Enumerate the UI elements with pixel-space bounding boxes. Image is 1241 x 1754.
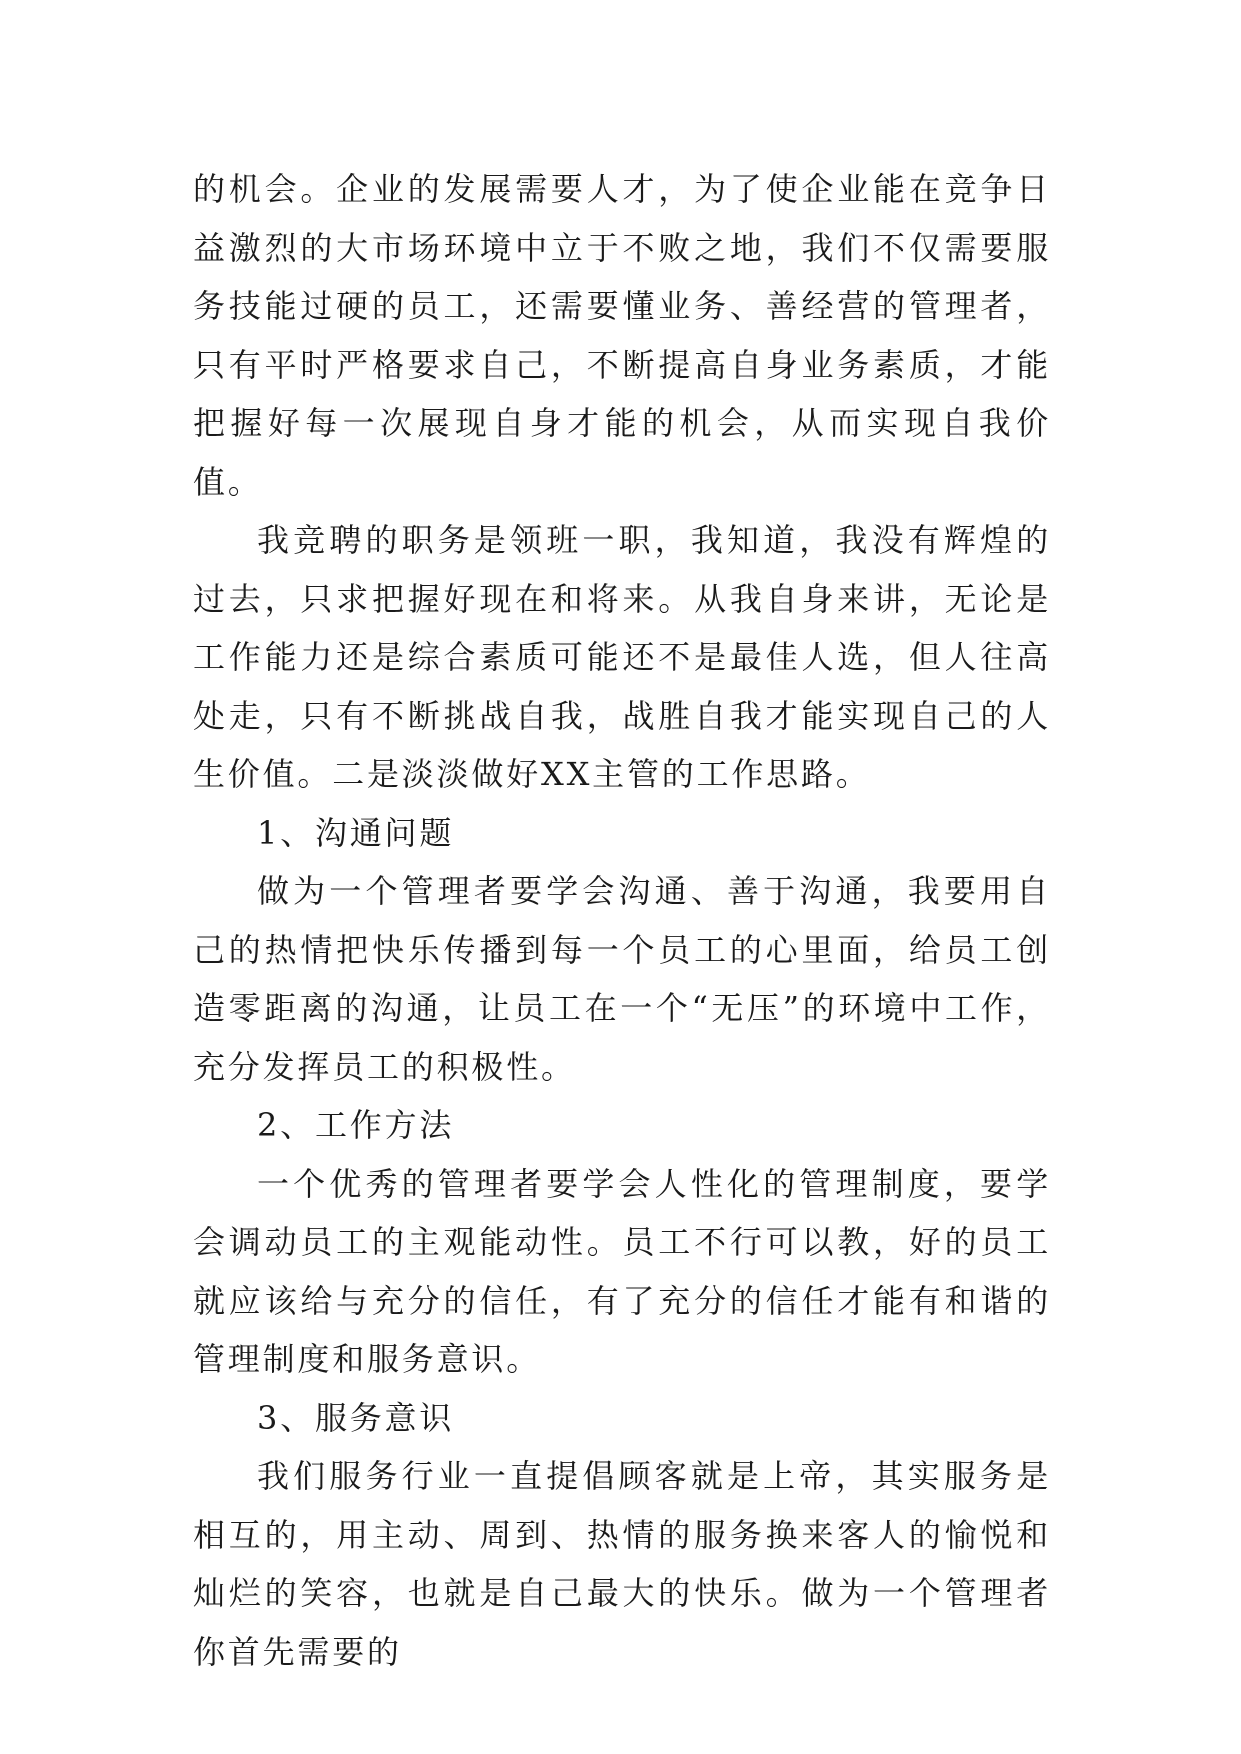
heading-service-awareness: 3、服务意识 xyxy=(257,1398,455,1437)
heading-work-method: 2、工作方法 xyxy=(257,1106,455,1144)
paragraph-continued: 的机会。企业的发展需要人才，为了使企业能在竞争日益激烈的大市场环境中立于不败之地，我们不仅需要服务技能过硬的员工，还需要懂业务、善经营的管理者，只有平时严格要求自己，不断提高自身业务素质，才能把握好每一次展现自身才能的机会，从而实现自我价值。 xyxy=(193,170,1051,501)
heading-communication: 1、沟通问题 xyxy=(257,813,455,852)
paragraph-candidacy: 我竞聘的职务是领班一职，我知道，我没有辉煌的过去，只求把握好现在和将来。从我自身来讲，无论是工作能力还是综合素质可能还不是最佳人选，但人往高处走，只有不断挑战自我，战胜自我才能实现自己的人生价值。二是淡淡做好XX主管的工作思路。 xyxy=(193,521,1051,793)
paragraph-work-method: 一个优秀的管理者要学会人性化的管理制度，要学会调动员工的主观能动性。员工不行可以教，好的员工就应该给与充分的信任，有了充分的信任才能有和谐的管理制度和服务意识。 xyxy=(193,1164,1051,1378)
paragraph-communication: 做为一个管理者要学会沟通、善于沟通，我要用自己的热情把快乐传播到每一个员工的心里面，给员工创造零距离的沟通，让员工在一个“无压”的环境中工作，充分发挥员工的积极性。 xyxy=(193,872,1051,1086)
document-body xyxy=(193,160,1051,1681)
paragraph-service-awareness: 我们服务行业一直提倡顾客就是上帝，其实服务是相互的，用主动、周到、热情的服务换来客人的愉悦和灿烂的笑容，也就是自己最大的快乐。做为一个管理者你首先需要的 xyxy=(193,1457,1051,1671)
